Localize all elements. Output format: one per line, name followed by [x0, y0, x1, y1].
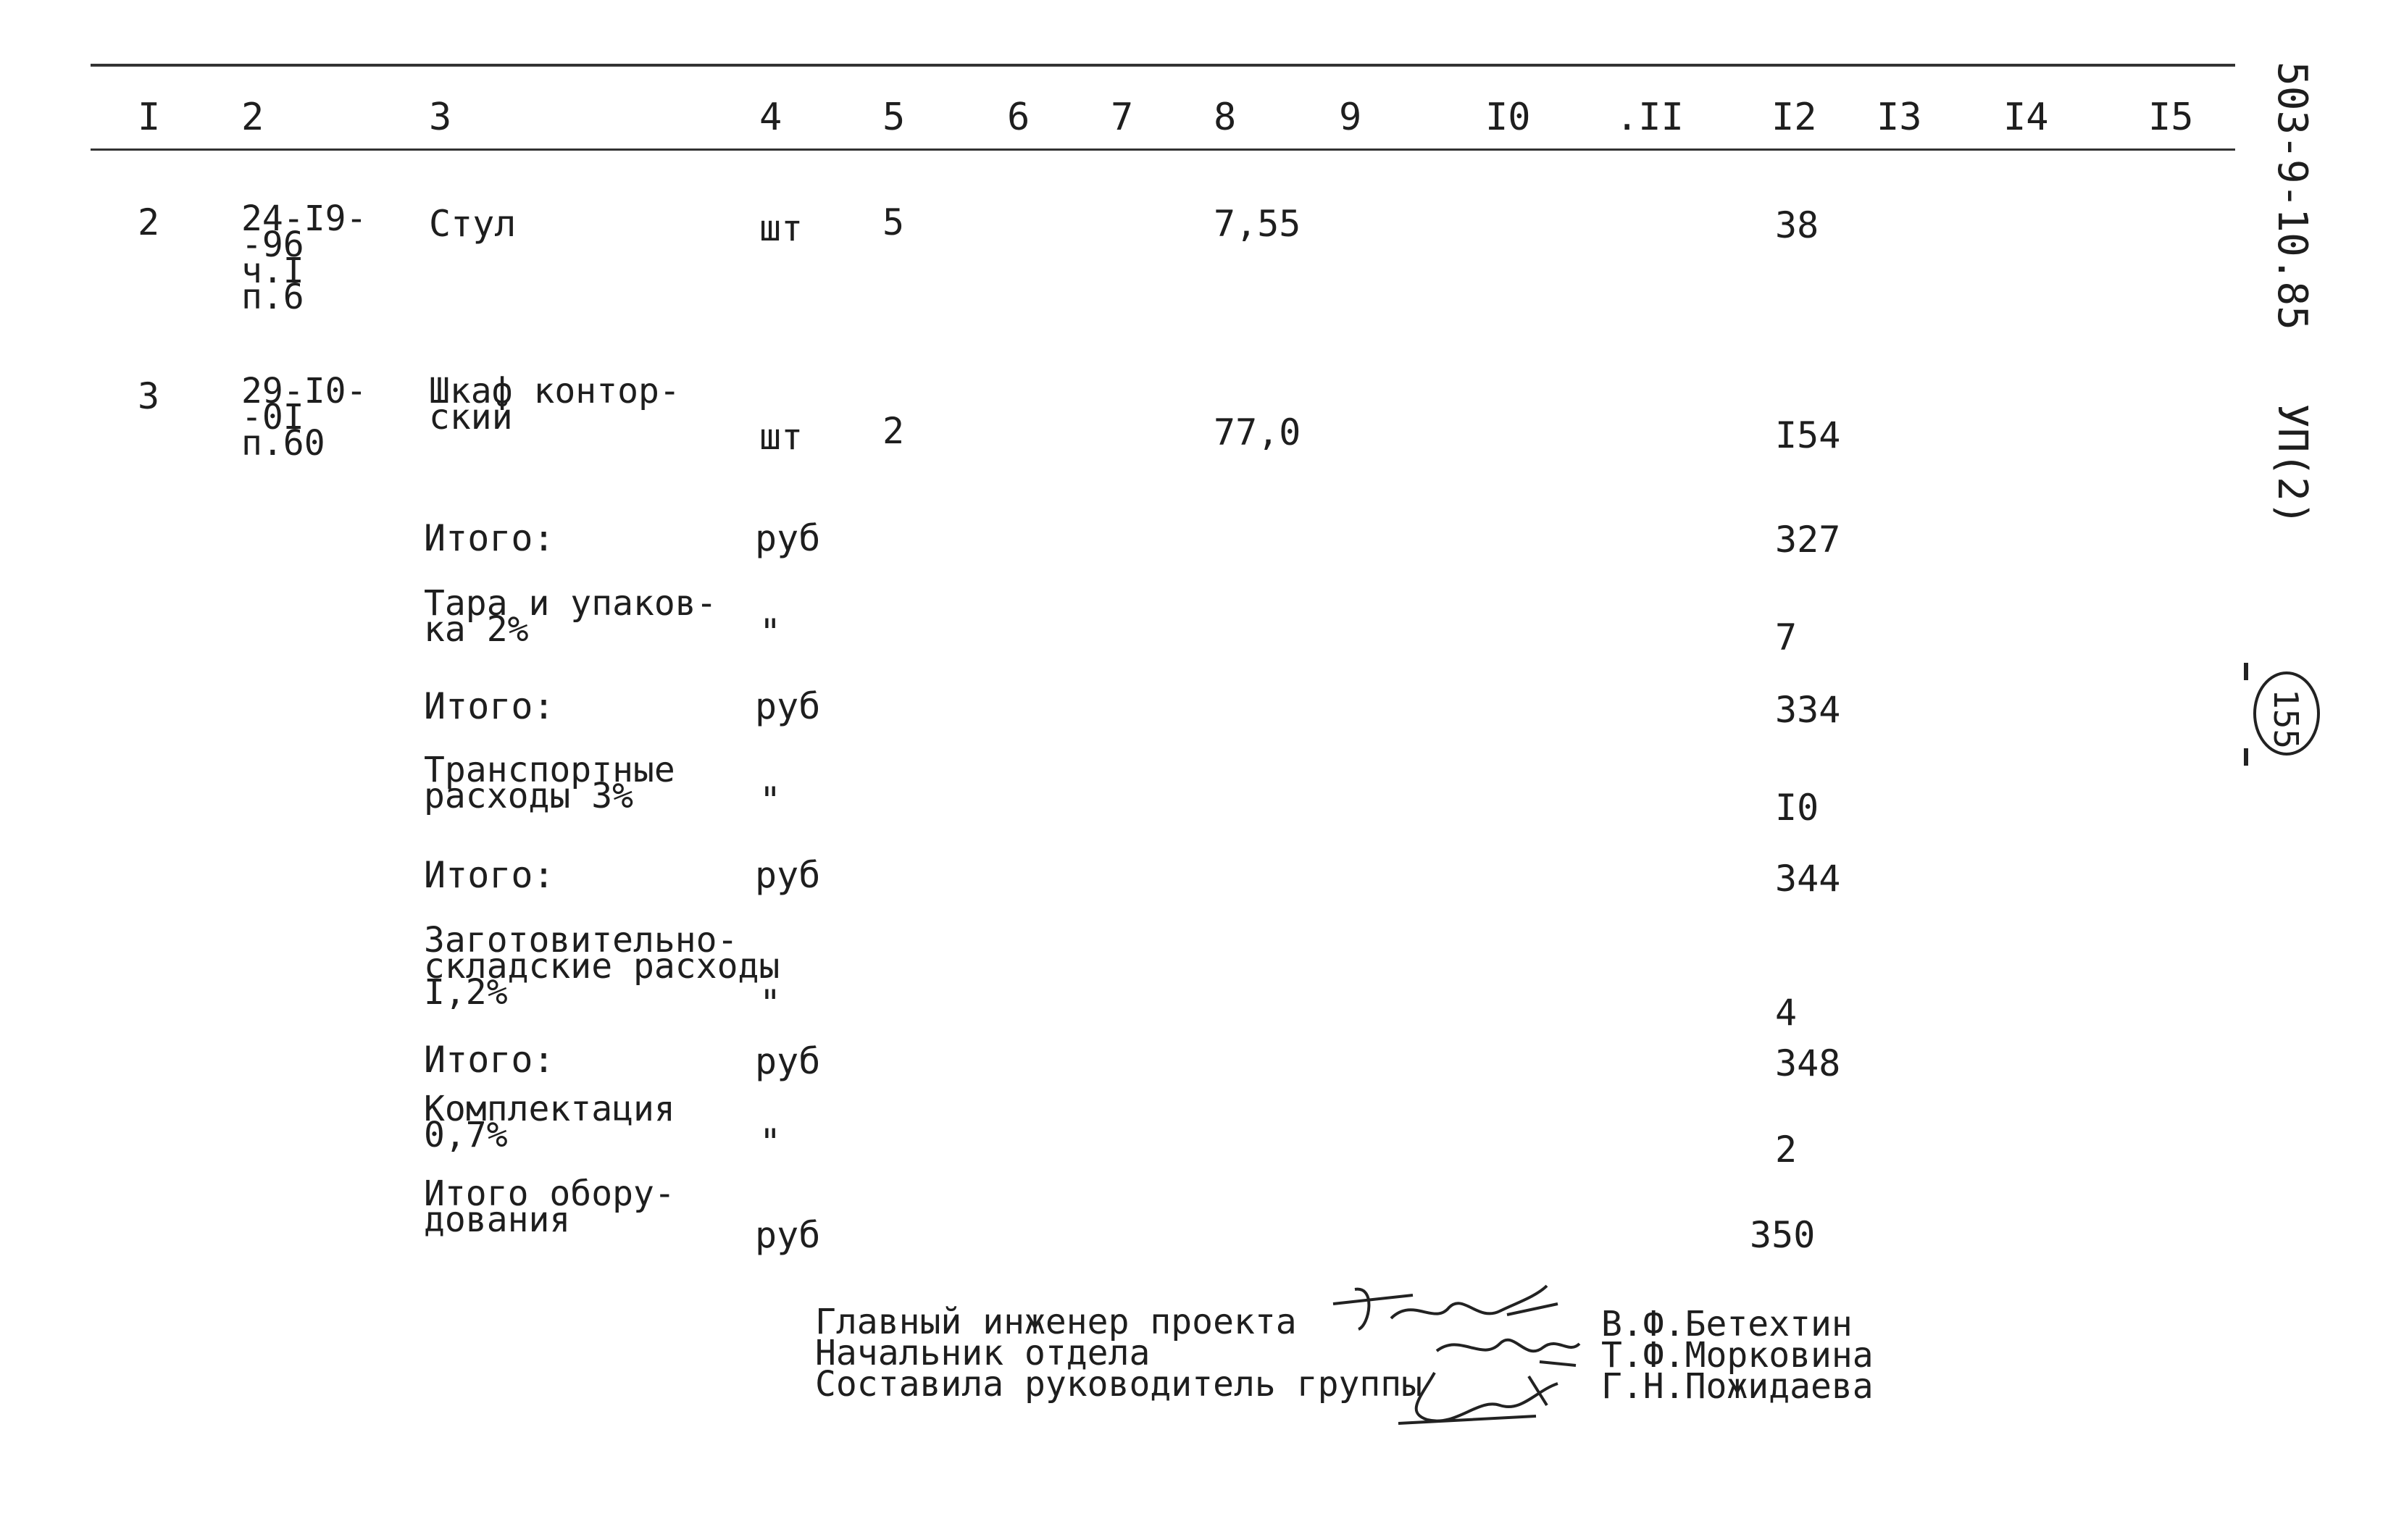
col-header-8: 8: [1214, 96, 1237, 139]
signature-role: Начальник отдела: [815, 1333, 1151, 1373]
summary-value: 334: [1775, 689, 1841, 731]
col-header-4: 4: [759, 96, 782, 139]
item-name: Стул: [429, 203, 517, 245]
item-unit: шт: [759, 416, 803, 458]
col-header-3: 3: [429, 96, 452, 139]
summary-label: Итого обору- дования: [424, 1173, 675, 1240]
signature-scribble-group-leader: [1391, 1355, 1579, 1434]
signature-role: Главный инженер проекта: [815, 1302, 1297, 1342]
col-header-13: I3: [1877, 96, 1922, 139]
summary-unit: руб: [755, 685, 821, 727]
summary-label: Тара и упаков- ка 2%: [424, 583, 717, 650]
table-header-rule: [91, 148, 2235, 151]
item-number: 3: [138, 375, 160, 417]
summary-unit: руб: [755, 854, 821, 896]
item-price: 77,0: [1214, 411, 1301, 453]
item-name: Шкаф контор- ский: [429, 371, 680, 438]
col-header-10: I0: [1485, 96, 1531, 139]
summary-label: Итого:: [424, 685, 555, 727]
col-header-11: .II: [1616, 96, 1684, 139]
summary-label: Заготовительно- складские расходы I,2%: [424, 920, 780, 1013]
item-code: 24-I9- -96 ч.I п.6: [241, 198, 367, 317]
summary-value: 2: [1775, 1129, 1798, 1171]
table-top-rule: [91, 64, 2235, 67]
summary-value: 350: [1750, 1214, 1816, 1256]
summary-unit: ": [759, 1121, 782, 1163]
summary-unit: ": [759, 982, 782, 1024]
summary-label: Итого:: [424, 1039, 555, 1081]
signature-role: Составила руководитель группы: [815, 1364, 1423, 1405]
summary-unit: ": [759, 779, 782, 821]
item-total: 38: [1775, 204, 1819, 246]
page-number: [2237, 656, 2326, 771]
summary-label: Итого:: [424, 517, 555, 559]
item-quantity: 5: [882, 201, 905, 243]
item-unit: шт: [759, 207, 803, 249]
summary-unit: руб: [755, 517, 821, 559]
summary-unit: ": [759, 611, 782, 653]
col-header-9: 9: [1339, 96, 1362, 139]
signature-name: Т.Ф.Морковина: [1601, 1335, 1874, 1376]
summary-unit: руб: [755, 1214, 821, 1256]
summary-label: Итого:: [424, 854, 555, 896]
item-quantity: 2: [882, 410, 905, 452]
item-price: 7,55: [1214, 203, 1301, 245]
summary-label: Комплектация 0,7%: [424, 1089, 675, 1155]
summary-value: 348: [1775, 1042, 1841, 1084]
summary-unit: руб: [755, 1040, 821, 1082]
item-number: 2: [138, 201, 160, 243]
summary-value: 4: [1775, 992, 1798, 1034]
col-header-12: I2: [1771, 96, 1817, 139]
item-total: I54: [1775, 414, 1841, 456]
col-header-7: 7: [1111, 96, 1134, 139]
col-header-2: 2: [241, 96, 264, 139]
summary-value: 344: [1775, 858, 1841, 900]
page-number-text: 155: [2266, 689, 2305, 750]
summary-value: I0: [1775, 787, 1819, 829]
document-code: 503-9-10.85 УП(2): [2268, 62, 2316, 526]
signature-name: В.Ф.Бетехтин: [1601, 1304, 1853, 1344]
signature-name: Г.Н.Пожидаева: [1601, 1366, 1874, 1407]
col-header-14: I4: [2003, 96, 2049, 139]
summary-value: 7: [1775, 616, 1798, 658]
col-header-5: 5: [882, 96, 906, 139]
summary-value: 327: [1775, 519, 1841, 561]
col-header-1: I: [138, 96, 161, 139]
item-code: 29-I0- -0I п.60: [241, 371, 367, 464]
summary-label: Транспортные расходы 3%: [424, 750, 675, 816]
col-header-6: 6: [1007, 96, 1030, 139]
col-header-15: I5: [2148, 96, 2194, 139]
